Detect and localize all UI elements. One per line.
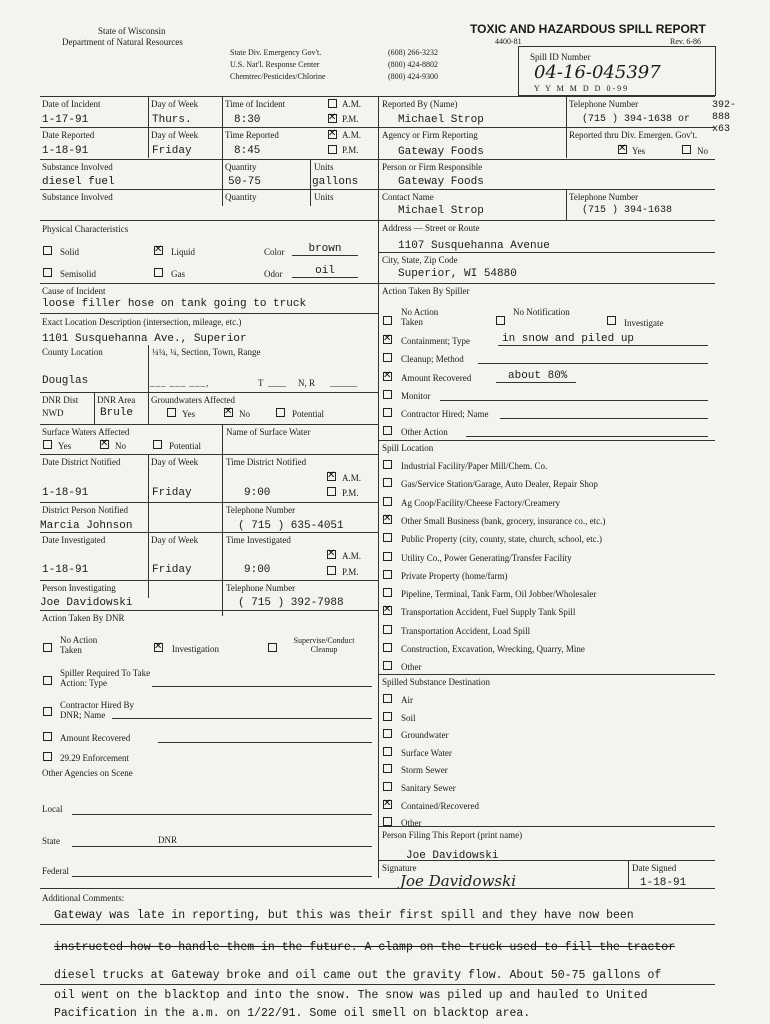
cause-label: Cause of Incident	[42, 286, 106, 296]
contact-3-phone: (800) 424-9300	[388, 72, 438, 81]
spill-location-checkbox-3[interactable]	[383, 515, 392, 524]
range-label: N, R	[298, 378, 316, 388]
investigated-pm-checkbox[interactable]	[327, 566, 336, 575]
date-signed-value[interactable]: 1-18-91	[640, 877, 687, 889]
department-name: Department of Natural Resources	[62, 37, 183, 47]
contact-phone-label: Telephone Number	[569, 192, 639, 202]
reported-am-checkbox[interactable]	[328, 130, 337, 139]
reported-pm-label: P.M.	[342, 145, 359, 155]
destination-checkbox-0[interactable]	[383, 694, 392, 703]
contact-2-phone: (800) 424-8802	[388, 60, 438, 69]
notified-am-label: A.M.	[342, 473, 362, 483]
investigated-day-value[interactable]: Friday	[152, 564, 192, 576]
city-label: City, State, Zip Code	[382, 255, 458, 265]
spiller-required-label: Spiller Required To Take Action: Type	[60, 668, 151, 688]
spill-location-checkbox-7[interactable]	[383, 588, 392, 597]
notified-time-value[interactable]: 9:00	[244, 487, 271, 499]
contact-1-phone: (608) 266-3232	[388, 48, 438, 57]
notified-day-label: Day of Week	[151, 457, 199, 467]
thru-no-checkbox[interactable]	[682, 145, 691, 154]
spill-location-checkbox-6[interactable]	[383, 570, 392, 579]
liquid-label: Liquid	[171, 247, 195, 257]
investigated-date-value[interactable]: 1-18-91	[42, 564, 89, 576]
contact-3-name: Chemtrec/Pesticides/Chlorine	[230, 72, 326, 81]
spill-location-label-6: Private Property (home/farm)	[401, 570, 508, 581]
spill-location-checkbox-0[interactable]	[383, 460, 392, 469]
dnr-no-action-checkbox[interactable]	[43, 643, 52, 652]
liquid-checkbox[interactable]	[154, 246, 163, 255]
time-of-incident-label: Time of Incident	[225, 99, 286, 109]
destination-label-6: Contained/Recovered	[401, 800, 479, 811]
sw-potential-label: Potential	[169, 441, 201, 451]
spill-location-label-5: Utility Co., Power Generating/Transfer Facility	[401, 552, 572, 563]
thru-yes-label: Yes	[632, 146, 646, 156]
district-notified-date-label: Date District Notified	[42, 457, 121, 467]
local-agency-label: Local	[42, 804, 63, 814]
investigated-am-checkbox[interactable]	[327, 550, 336, 559]
investigated-am-label: A.M.	[342, 551, 362, 561]
spiller-no-action-checkbox[interactable]	[383, 316, 392, 325]
person-investigating-label: Person Investigating	[42, 583, 116, 593]
gw-no-checkbox[interactable]	[224, 408, 233, 417]
comments-label: Additional Comments:	[42, 893, 125, 903]
destination-checkbox-4[interactable]	[383, 764, 392, 773]
signature-label: Signature	[382, 863, 417, 873]
agency-label: Agency or Firm Reporting	[382, 130, 478, 140]
time-reported-label: Time Reported	[225, 130, 279, 140]
units2-label: Units	[314, 192, 334, 202]
investigator-phone-label: Telephone Number	[226, 583, 296, 593]
quantity2-label: Quantity	[225, 192, 257, 202]
spill-id-format: Y Y M M D D 0-99	[534, 84, 630, 93]
gw-potential-checkbox[interactable]	[276, 408, 285, 417]
containment-checkbox[interactable]	[383, 335, 392, 344]
spill-id-label: Spill ID Number	[530, 52, 591, 62]
recovered-value[interactable]: about 80%	[508, 370, 568, 382]
monitor-label: Monitor	[401, 391, 431, 401]
section-label: ¼¼, ¼, Section, Town, Range	[152, 347, 261, 357]
contact-name-label: Contact Name	[382, 192, 434, 202]
spill-location-label-7: Pipeline, Terminal, Tank Farm, Oil Jobber/Wholesaler	[401, 589, 597, 600]
date-of-incident-label: Date of Incident	[42, 99, 101, 109]
investigated-day-label: Day of Week	[151, 535, 199, 545]
destination-label-5: Sanitary Sewer	[401, 783, 456, 793]
notified-pm-checkbox[interactable]	[327, 487, 336, 496]
solid-checkbox[interactable]	[43, 246, 52, 255]
investigated-time-value[interactable]: 9:00	[244, 564, 271, 576]
contact-1-name: State Div. Emergency Gov't.	[230, 48, 322, 57]
spill-location-checkbox-4[interactable]	[383, 533, 392, 542]
other-action-checkbox[interactable]	[383, 426, 392, 435]
spill-location-checkbox-8[interactable]	[383, 606, 392, 615]
enforcement-label: 29.29 Enforcement	[60, 753, 129, 763]
other-action-label: Other Action	[401, 427, 448, 437]
physical-label: Physical Characteristics	[42, 224, 129, 234]
section-blanks[interactable]: ___ ___ ___,	[150, 378, 210, 388]
date-of-incident-value[interactable]: 1-17-91	[42, 114, 89, 126]
exact-location-value[interactable]: 1101 Susquehanna Ave., Superior	[42, 333, 247, 345]
notified-date-value[interactable]: 1-18-91	[42, 487, 89, 499]
federal-agency-label: Federal	[42, 866, 69, 876]
incident-pm-label: P.M.	[342, 114, 359, 124]
cleanup-checkbox[interactable]	[383, 353, 392, 362]
incident-time-value[interactable]: 8:30	[234, 114, 261, 126]
sw-no-checkbox[interactable]	[100, 440, 109, 449]
gw-potential-label: Potential	[292, 409, 324, 419]
state-agency-label: State	[42, 836, 60, 846]
spill-location-checkbox-11[interactable]	[383, 661, 392, 670]
dnr-cleanup-checkbox[interactable]	[268, 643, 277, 652]
gw-no-label: No	[239, 409, 250, 419]
destination-checkbox-5[interactable]	[383, 782, 392, 791]
contact-name-value[interactable]: Michael Strop	[398, 205, 484, 217]
destination-label: Spilled Substance Destination	[382, 677, 490, 687]
form-revision: Rev. 6-86	[670, 37, 702, 46]
sw-yes-label: Yes	[58, 441, 72, 451]
enforcement-checkbox[interactable]	[43, 752, 52, 761]
spiller-action-label: Action Taken By Spiller	[382, 286, 470, 296]
incident-am-checkbox[interactable]	[328, 99, 337, 108]
spill-location-label-4: Public Property (city, county, state, church, school, etc.)	[401, 534, 603, 545]
surface-water-name-label: Name of Surface Water	[226, 427, 311, 437]
date-signed-label: Date Signed	[632, 863, 677, 873]
address-value[interactable]: 1107 Susquehanna Avenue	[398, 240, 550, 252]
spill-location-checkbox-5[interactable]	[383, 552, 392, 561]
monitor-checkbox[interactable]	[383, 390, 392, 399]
substance-value[interactable]: diesel fuel	[42, 176, 115, 188]
spiller-required-checkbox[interactable]	[43, 676, 52, 685]
dnr-dist-value[interactable]: NWD	[42, 408, 64, 418]
gas-label: Gas	[171, 269, 185, 279]
reporter-phone-margin-note: 392-888 x63	[712, 100, 737, 135]
gas-checkbox[interactable]	[154, 268, 163, 277]
form-title: TOXIC AND HAZARDOUS SPILL REPORT	[470, 22, 706, 36]
comment-line-2: instructed how to handle them in the future. A clamp on the truck used to fill the tractor	[54, 941, 676, 954]
signature-value[interactable]: Joe Davidowski	[400, 872, 516, 890]
color-label: Color	[264, 247, 285, 257]
spiller-investigate-checkbox[interactable]	[607, 316, 616, 325]
notified-am-checkbox[interactable]	[327, 472, 336, 481]
recovered-label: Amount Recovered	[401, 373, 472, 383]
county-label: County Location	[42, 347, 103, 357]
form-number: 4400-81	[495, 37, 522, 46]
comment-line-1: Gateway was late in reporting, but this was their first spill and they have now been	[54, 909, 634, 922]
thru-yes-checkbox[interactable]	[618, 145, 627, 154]
thru-no-label: No	[697, 146, 708, 156]
notified-pm-label: P.M.	[342, 488, 359, 498]
containment-value[interactable]: in snow and piled up	[502, 333, 635, 345]
contact-2-name: U.S. Nat'l. Response Center	[230, 60, 320, 69]
reporter-phone-label: Telephone Number	[569, 99, 639, 109]
spill-location-label: Spill Location	[382, 443, 434, 453]
investigated-pm-label: P.M.	[342, 567, 359, 577]
address-label: Address — Street or Route	[382, 223, 480, 233]
person-notified-phone-value[interactable]: ( 715 ) 635-4051	[238, 520, 344, 532]
sw-yes-checkbox[interactable]	[43, 440, 52, 449]
notified-time-label: Time District Notified	[226, 457, 307, 467]
spill-location-label-3: Other Small Business (bank, grocery, insurance co., etc.)	[401, 515, 606, 526]
filer-label: Person Filing This Report (print name)	[382, 830, 523, 840]
spill-location-label-1: Gas/Service Station/Garage, Auto Dealer, Repair Shop	[401, 479, 598, 490]
spill-location-checkbox-1[interactable]	[383, 478, 392, 487]
odor-value[interactable]: oil	[292, 265, 358, 278]
time-reported-value[interactable]: 8:45	[234, 145, 261, 157]
responsible-label: Person or Firm Responsible	[382, 162, 483, 172]
dnr-amount-checkbox[interactable]	[43, 732, 52, 741]
spill-location-label-11: Other	[401, 662, 422, 673]
spill-location-checkbox-9[interactable]	[383, 625, 392, 634]
destination-label-1: Soil	[401, 712, 416, 723]
incident-am-label: A.M.	[342, 99, 362, 109]
dnr-area-label: DNR Area	[97, 395, 136, 405]
notified-day-value[interactable]: Friday	[152, 487, 192, 499]
gw-yes-label: Yes	[182, 409, 196, 419]
reported-day-value[interactable]: Friday	[152, 145, 192, 157]
county-value[interactable]: Douglas	[42, 375, 89, 387]
time-investigated-label: Time Investigated	[226, 535, 291, 545]
surface-waters-label: Surface Waters Affected	[42, 427, 130, 437]
reported-day-label: Day of Week	[151, 130, 199, 140]
spiller-no-notification-label: No Notification	[513, 307, 570, 317]
destination-label-7: Other	[401, 818, 422, 829]
spill-location-label-8: Transportation Accident, Fuel Supply Tank Spill	[401, 607, 576, 618]
spiller-contractor-label: Contractor Hired; Name	[401, 409, 489, 419]
incident-day-value[interactable]: Thurs.	[152, 114, 192, 126]
destination-checkbox-6[interactable]	[383, 800, 392, 809]
spiller-investigate-label: Investigate	[624, 318, 664, 328]
spill-location-label-0: Industrial Facility/Paper Mill/Chem. Co.	[401, 461, 548, 471]
reporter-phone-value[interactable]: (715 ) 394-1638 or	[582, 114, 691, 125]
sw-potential-checkbox[interactable]	[153, 440, 162, 449]
quantity-label: Quantity	[225, 162, 257, 172]
spill-location-label-2: Ag Coop/Facility/Cheese Factory/Creamery	[401, 497, 560, 508]
destination-label-3: Surface Water	[401, 747, 452, 758]
cleanup-label: Cleanup; Method	[401, 354, 464, 364]
recovered-checkbox[interactable]	[383, 372, 392, 381]
day-of-week-label: Day of Week	[151, 99, 199, 109]
spill-location-checkbox-10[interactable]	[383, 643, 392, 652]
quantity-value[interactable]: 50-75	[228, 176, 262, 188]
odor-label: Odor	[264, 269, 283, 279]
cause-value[interactable]: loose filler hose on tank going to truck	[42, 298, 307, 310]
destination-label-4: Storm Sewer	[401, 765, 448, 776]
spill-location-label-10: Construction, Excavation, Wrecking, Quarry, Mine	[401, 644, 585, 654]
groundwaters-label: Groundwaters Affected	[151, 395, 236, 405]
spiller-contractor-checkbox[interactable]	[383, 408, 392, 417]
dnr-cleanup-label: Supervise/Conduct Cleanup	[293, 636, 355, 654]
dnr-no-action-label: No Action Taken	[60, 635, 98, 655]
dnr-dist-label: DNR Dist	[42, 395, 79, 405]
destination-checkbox-1[interactable]	[383, 712, 392, 721]
state-agency-value[interactable]: DNR	[158, 835, 178, 845]
state-name: State of Wisconsin	[98, 26, 166, 36]
spill-location-label-9: Transportation Accident, Load Spill	[401, 625, 531, 636]
reported-thru-label: Reported thru Div. Emergen. Gov't.	[569, 130, 698, 140]
date-investigated-label: Date Investigated	[42, 535, 106, 545]
filer-name-value[interactable]: Joe Davidowski	[406, 850, 499, 862]
containment-label: Containment; Type	[401, 336, 470, 346]
units-value[interactable]: gallons	[312, 176, 359, 188]
date-reported-value[interactable]: 1-18-91	[42, 145, 89, 157]
comment-line-3: diesel trucks at Gateway broke and oil came out the gravity flow. About 50-75 gallons of	[54, 969, 662, 982]
exact-location-label: Exact Location Description (intersection, mileage, etc.)	[42, 317, 242, 327]
dnr-contractor-checkbox[interactable]	[43, 707, 52, 716]
destination-checkbox-3[interactable]	[383, 747, 392, 756]
city-value[interactable]: Superior, WI 54880	[398, 268, 517, 280]
person-notified-value[interactable]: Marcia Johnson	[40, 520, 133, 532]
dnr-contractor-label: Contractor Hired By DNR; Name	[60, 700, 134, 720]
comment-line-5: Pacification in the a.m. on 1/22/91. Some oil smell on blacktop area.	[54, 1007, 531, 1020]
destination-label-2: Groundwater	[401, 730, 449, 741]
solid-label: Solid	[60, 247, 80, 257]
gw-yes-checkbox[interactable]	[167, 408, 176, 417]
dnr-amount-label: Amount Recovered	[60, 733, 131, 743]
dnr-area-value[interactable]: Brule	[100, 407, 134, 419]
destination-checkbox-7[interactable]	[383, 817, 392, 826]
investigator-value[interactable]: Joe Davidowski	[40, 597, 133, 609]
date-reported-label: Date Reported	[42, 130, 95, 140]
township-label: T	[258, 378, 264, 388]
dnr-action-label: Action Taken By DNR	[42, 613, 125, 623]
comment-line-4: oil went on the blacktop and into the snow. The snow was piled up and hauled to United	[54, 989, 648, 1002]
spill-location-checkbox-2[interactable]	[383, 497, 392, 506]
other-agencies-label: Other Agencies on Scene	[42, 768, 133, 778]
destination-checkbox-2[interactable]	[383, 729, 392, 738]
units-label: Units	[314, 162, 334, 172]
incident-pm-checkbox[interactable]	[328, 114, 337, 123]
reported-pm-checkbox[interactable]	[328, 145, 337, 154]
reported-by-value[interactable]: Michael Strop	[398, 114, 484, 126]
contact-phone-value[interactable]: (715 ) 394-1638	[582, 205, 673, 216]
spiller-no-action-label: No Action Taken	[401, 307, 439, 327]
spiller-no-notification-checkbox[interactable]	[496, 316, 505, 325]
semisolid-checkbox[interactable]	[43, 268, 52, 277]
dnr-investigation-checkbox[interactable]	[154, 643, 163, 652]
reported-by-label: Reported By (Name)	[382, 99, 458, 109]
person-notified-phone-label: Telephone Number	[226, 505, 296, 515]
person-notified-label: District Person Notified	[42, 505, 128, 515]
investigator-phone-value[interactable]: ( 715 ) 392-7988	[238, 597, 344, 609]
color-value[interactable]: brown	[292, 243, 358, 256]
destination-label-0: Air	[401, 695, 413, 705]
agency-value[interactable]: Gateway Foods	[398, 146, 484, 158]
responsible-value[interactable]: Gateway Foods	[398, 176, 484, 188]
sw-no-label: No	[115, 441, 126, 451]
spill-id-value[interactable]: 04-16-045397	[534, 62, 661, 83]
dnr-investigation-label: Investigation	[172, 644, 219, 654]
semisolid-label: Semisolid	[60, 269, 97, 279]
substance2-label: Substance Involved	[42, 192, 113, 202]
reported-am-label: A.M.	[342, 130, 362, 140]
substance-label: Substance Involved	[42, 162, 113, 172]
